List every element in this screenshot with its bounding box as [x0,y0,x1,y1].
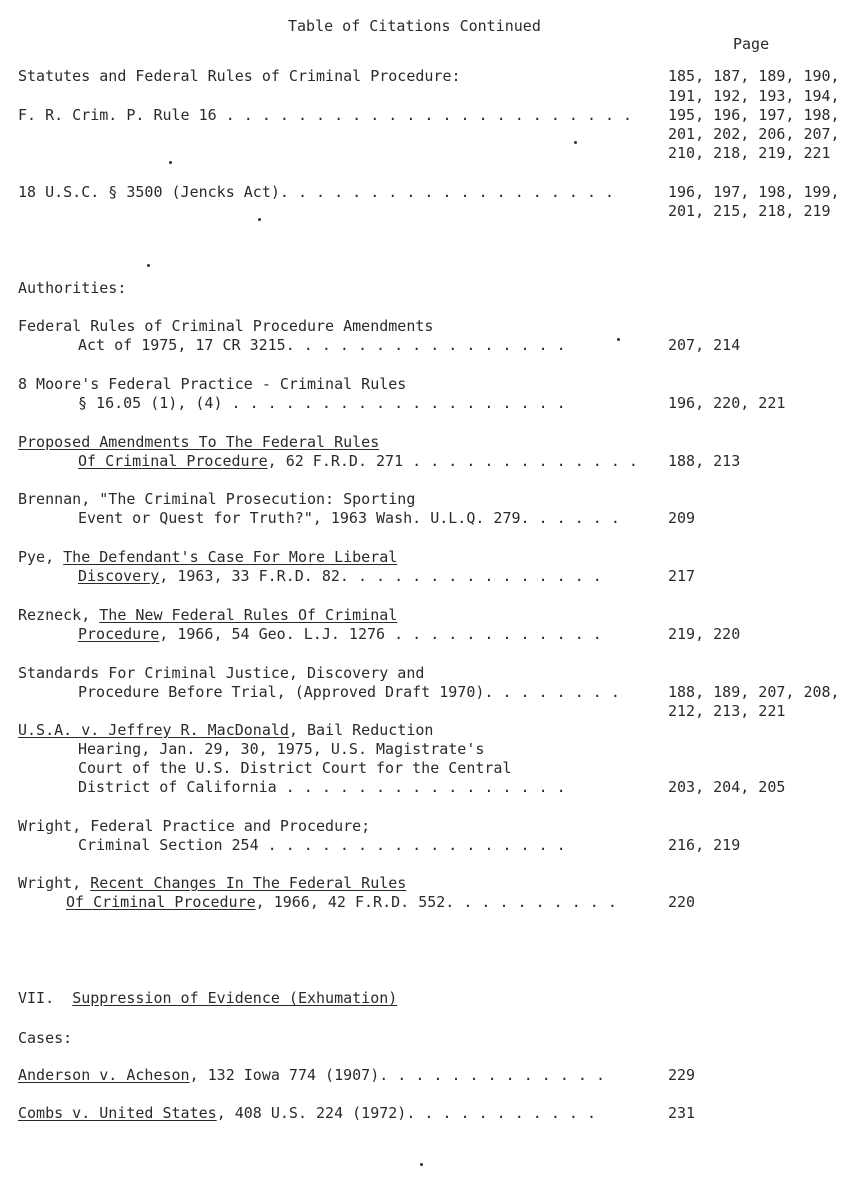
authority-title: Of Criminal Procedure [66,893,256,911]
rule16-pages-5: 210, 218, 219, 221 [668,144,831,162]
case-citation: , 408 U.S. 224 (1972). . . . . . . . . . . [216,1104,596,1122]
authority-line [18,548,397,567]
authority-title: Discovery [78,567,160,585]
page-column-label: Page [733,35,770,53]
authority-author: Rezneck, [18,606,100,624]
authority-author: Wright, [18,874,91,892]
authority-title: Recent Changes In The Federal Rules [90,874,407,892]
authority-line: Proposed Amendments To The Federal Rules [18,433,380,451]
authority-citation: , Bail Reduction [288,721,434,739]
authority-pages-1: 188, 189, 207, 208, [668,683,840,701]
authority-line: Event or Quest for Truth?", 1963 Wash. U.L.Q. 279. . . . . . [78,509,620,527]
statutes-heading: Statutes and Federal Rules of Criminal Procedure: [18,67,461,85]
scan-speck [147,264,150,267]
scan-speck [574,141,577,144]
authority-line [18,606,397,625]
authority-pages: 196, 220, 221 [668,394,786,412]
jencks-pages-1: 196, 197, 198, 199, [668,183,840,201]
authority-pages: 220 [668,893,696,911]
scan-speck [617,338,620,341]
authority-pages: 216, 219 [668,836,741,854]
authority-pages-2: 212, 213, 221 [668,702,786,720]
authority-author: Pye, [18,548,64,566]
authority-line [18,721,433,740]
authority-pages: 219, 220 [668,625,741,643]
authority-title: Procedure [78,625,160,643]
authority-title: The New Federal Rules Of Criminal [99,606,398,624]
jencks-citation: 18 U.S.C. § 3500 (Jencks Act). . . . . . . . . . . . . . . . . . . [18,183,615,201]
authority-line: § 16.05 (1), (4) . . . . . . . . . . . . . . . . . . . [78,394,566,412]
authority-pages: 203, 204, 205 [668,778,786,796]
authority-citation: , 1966, 42 F.R.D. 552. . . . . . . . . . [255,893,617,911]
cases-heading: Cases: [18,1029,73,1047]
authority-pages: 217 [668,567,696,585]
authority-line: Standards For Criminal Justice, Discovery and [18,664,425,682]
rule16-pages-2: 191, 192, 193, 194, [668,87,840,105]
case-pages: 229 [668,1066,696,1084]
authorities-heading: Authorities: [18,279,127,297]
authority-line [78,452,638,471]
section-heading [18,989,397,1008]
authority-line: Criminal Section 254 . . . . . . . . . . . . . . . . . [78,836,566,854]
authority-pages: 188, 213 [668,452,741,470]
case-line [18,1104,596,1123]
authority-line: Act of 1975, 17 CR 3215. . . . . . . . . . . . . . . . [78,336,566,354]
authority-line [18,874,406,893]
authority-line [66,893,617,912]
authority-line [78,625,602,644]
scan-speck [258,218,261,221]
case-name: Combs v. United States [18,1104,217,1122]
authority-title: The Defendant's Case For More Liberal [63,548,398,566]
case-line [18,1066,605,1085]
rule16-pages-4: 201, 202, 206, 207, [668,125,840,143]
authority-pages: 209 [668,509,696,527]
scan-speck [420,1163,423,1166]
authority-citation: , 1966, 54 Geo. L.J. 1276 . . . . . . . . . . . . [159,625,602,643]
authority-line: District of California . . . . . . . . . . . . . . . . [78,778,566,796]
authority-title: U.S.A. v. Jeffrey R. MacDonald [18,721,289,739]
page-title: Table of Citations Continued [288,17,541,35]
authority-title: Of Criminal Procedure [78,452,268,470]
rule16-pages-3: 195, 196, 197, 198, [668,106,840,124]
authority-line [78,567,602,586]
section-title: Suppression of Evidence (Exhumation) [72,989,398,1007]
authority-line: Wright, Federal Practice and Procedure; [18,817,371,835]
rule16-pages-1: 185, 187, 189, 190, [668,67,840,85]
jencks-pages-2: 201, 215, 218, 219 [668,202,831,220]
authority-line: Court of the U.S. District Court for the Central [78,759,512,777]
case-name: Anderson v. Acheson [18,1066,190,1084]
authority-line: Brennan, "The Criminal Prosecution: Sporting [18,490,416,508]
case-pages: 231 [668,1104,696,1122]
authority-line: Procedure Before Trial, (Approved Draft 1970). . . . . . . . [78,683,620,701]
authority-citation: , 1963, 33 F.R.D. 82. . . . . . . . . . . . . . . [159,567,602,585]
section-number: VII. [18,989,55,1007]
case-citation: , 132 Iowa 774 (1907). . . . . . . . . . . . . [189,1066,606,1084]
scan-speck [169,161,172,164]
authority-line: Federal Rules of Criminal Procedure Amendments [18,317,434,335]
authority-citation: , 62 F.R.D. 271 . . . . . . . . . . . . . [267,452,638,470]
authority-pages: 207, 214 [668,336,741,354]
authority-line: Hearing, Jan. 29, 30, 1975, U.S. Magistrate's [78,740,485,758]
authority-line: 8 Moore's Federal Practice - Criminal Rules [18,375,407,393]
rule16-citation: F. R. Crim. P. Rule 16 . . . . . . . . . . . . . . . . . . . . . . . [18,106,633,124]
